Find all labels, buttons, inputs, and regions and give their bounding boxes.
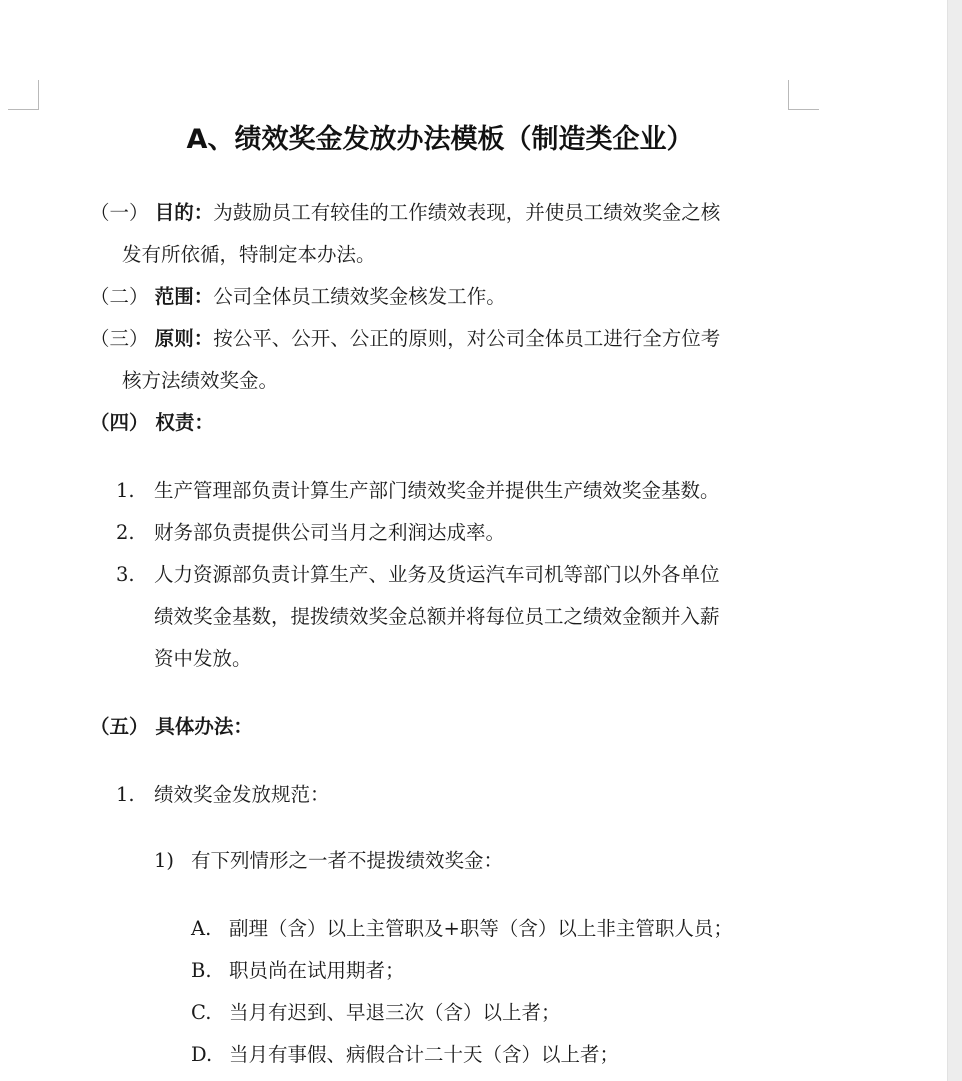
section-marker: （三） — [90, 327, 149, 350]
section-principle-cont: 核方法绩效奖金。 — [122, 369, 279, 392]
list-number: 3. — [116, 563, 135, 586]
list-item-cont: 绩效奖金基数，提拨绩效奖金总额并将每位员工之绩效金额并入薪 — [154, 605, 720, 628]
section-text: 公司全体员工绩效奖金核发工作。 — [213, 285, 506, 308]
case-item: 职员尚在试用期者； — [229, 959, 405, 982]
section-marker: （二） — [90, 285, 149, 308]
case-item: 副理（含）以上主管职及+职等（含）以上非主管职人员； — [229, 917, 733, 940]
vertical-scrollbar[interactable] — [947, 0, 962, 1081]
crop-mark-top-right — [788, 80, 819, 110]
sublist-item: 有下列情形之一者不提拨绩效奖金： — [191, 849, 504, 872]
section-purpose — [90, 192, 720, 234]
crop-mark-top-left — [8, 80, 39, 110]
case-letter: C. — [191, 1001, 212, 1024]
section-marker: （五） — [90, 715, 149, 738]
case-item: 当月有事假、病假合计二十天（含）以上者； — [229, 1043, 620, 1066]
section-purpose-cont: 发有所依循，特制定本办法。 — [122, 243, 376, 266]
case-letter: A. — [191, 917, 212, 940]
list-item: 生产管理部负责计算生产部门绩效奖金并提供生产绩效奖金基数。 — [154, 479, 720, 502]
section-responsibility — [90, 402, 214, 444]
section-methods — [90, 706, 253, 748]
section-text: 按公平、公开、公正的原则，对公司全体员工进行全方位考 — [213, 327, 721, 350]
section-heading: 权责： — [155, 411, 214, 434]
section-heading: 原则： — [154, 327, 214, 350]
section-marker: （一） — [90, 201, 149, 224]
list-number: 2. — [116, 521, 135, 544]
list-number: 1. — [116, 783, 135, 806]
case-item: 当月有迟到、早退三次（含）以上者； — [229, 1001, 561, 1024]
section-heading: 具体办法： — [155, 715, 253, 738]
case-letter: D. — [191, 1043, 213, 1066]
section-principle — [90, 318, 720, 360]
section-marker: （四） — [90, 411, 149, 434]
list-item: 绩效奖金发放规范： — [154, 783, 330, 806]
section-text: 为鼓励员工有较佳的工作绩效表现，并使员工绩效奖金之核 — [213, 201, 721, 224]
sublist-number: 1) — [154, 849, 175, 872]
section-heading: 范围： — [154, 285, 214, 308]
section-heading: 目的： — [154, 201, 214, 224]
section-scope — [90, 276, 506, 318]
list-item-cont: 资中发放。 — [154, 647, 252, 670]
list-item: 人力资源部负责计算生产、业务及货运汽车司机等部门以外各单位 — [154, 563, 720, 586]
document-title: A、绩效奖金发放办法模板（制造类企业） — [186, 124, 694, 155]
case-letter: B. — [191, 959, 212, 982]
list-item: 财务部负责提供公司当月之利润达成率。 — [154, 521, 506, 544]
list-number: 1. — [116, 479, 135, 502]
